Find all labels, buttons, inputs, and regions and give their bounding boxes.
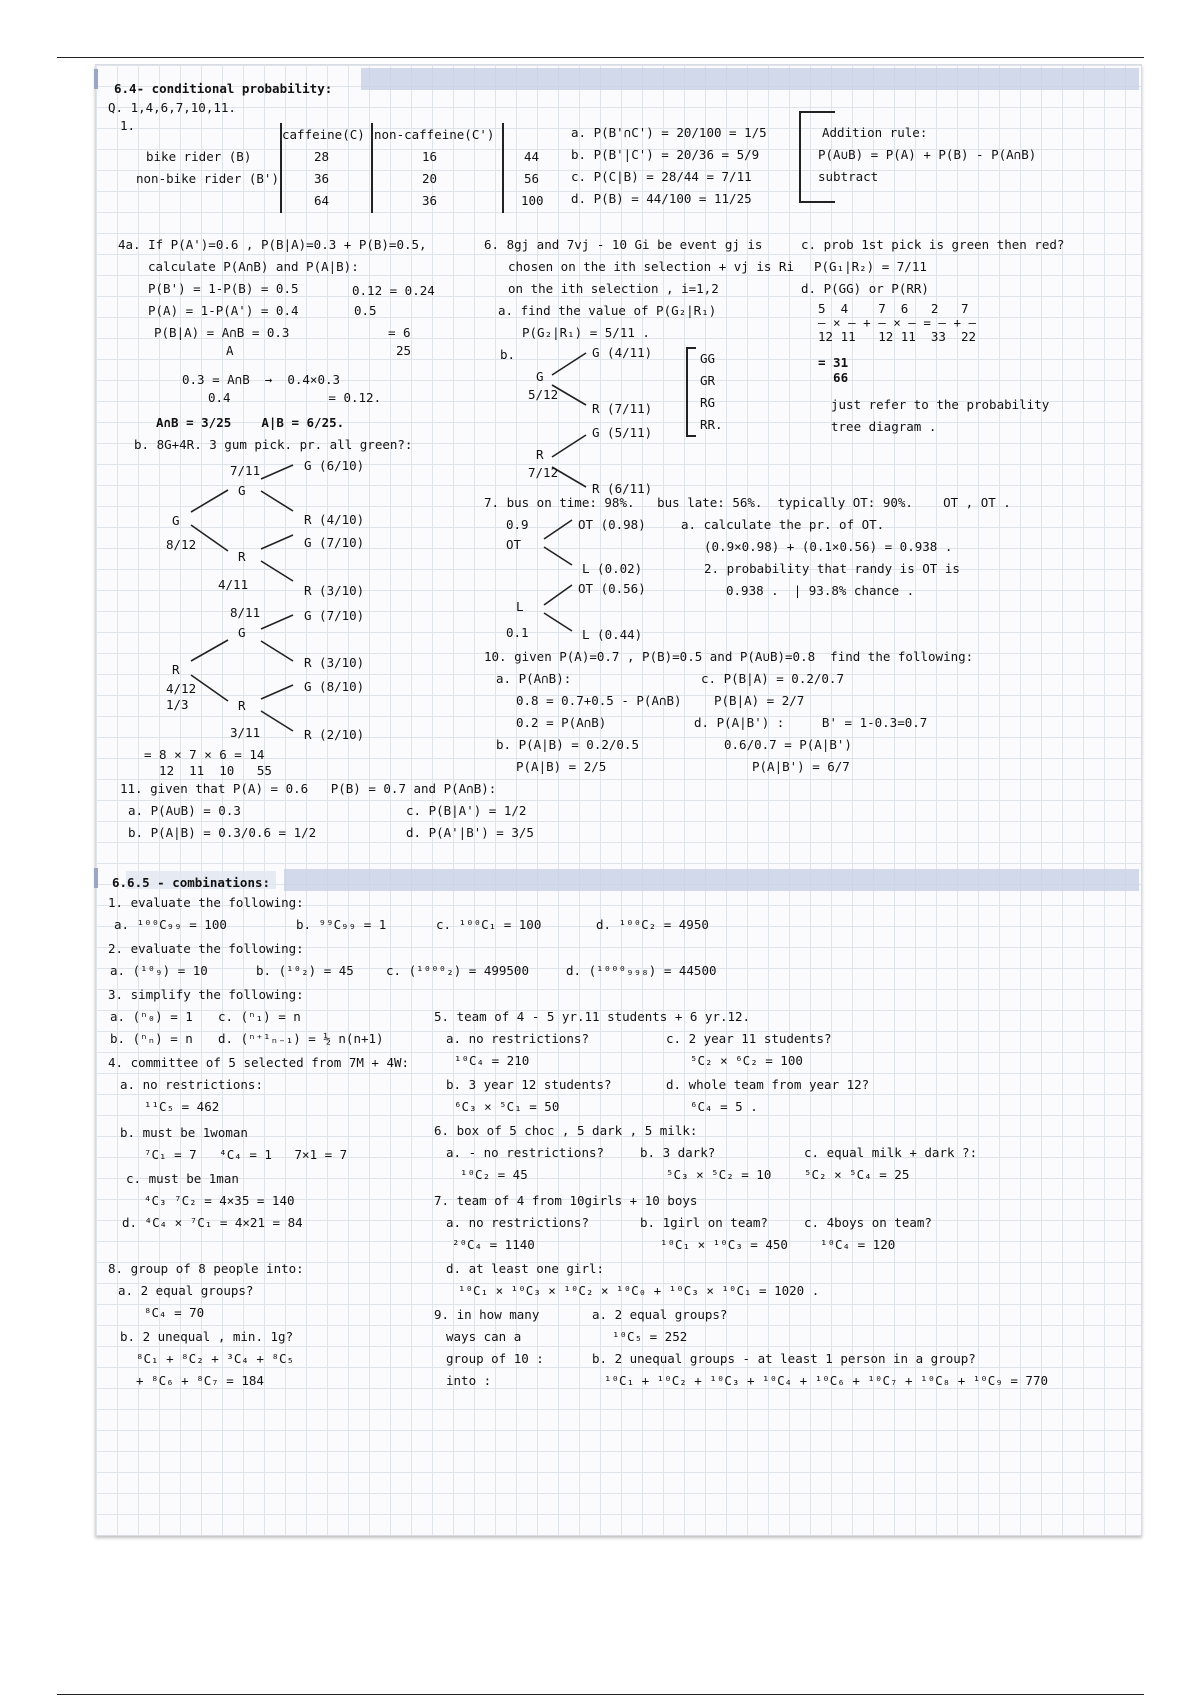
q6-d-calc: 5 4 7 6 2 7 xyxy=(818,301,969,316)
q1-answer: b. P(B'|C') = 20/36 = 5/9 xyxy=(571,147,760,162)
q8-line: 8. group of 8 people into: xyxy=(108,1261,304,1276)
q4b-prompt: b. 8G+4R. 3 gum pick. pr. all green?: xyxy=(134,437,413,452)
q4a-line: 0.12 = 0.24 xyxy=(352,283,435,298)
cell-value: 100 xyxy=(521,193,544,208)
q1-answer: c. P(C|B) = 28/44 = 7/11 xyxy=(571,169,752,184)
tree-node: G xyxy=(536,369,544,384)
q4a-line: A xyxy=(226,343,234,358)
q6-item: a. - no restrictions? xyxy=(446,1145,605,1160)
tree-prob: 7/11 xyxy=(230,463,261,478)
addition-rule: Addition rule: xyxy=(822,125,928,140)
q9-right: ¹⁰C₅ = 252 xyxy=(612,1329,688,1344)
section-tab xyxy=(94,868,98,888)
q3-item: d. (ⁿ⁺¹ₙ₋₁) = ½ n(n+1) xyxy=(218,1031,384,1046)
cell-value: 56 xyxy=(524,171,540,186)
tree-branch xyxy=(544,613,572,631)
notebook-page xyxy=(95,64,1142,1536)
q4b-result: 12 11 10 55 xyxy=(144,763,272,778)
tree-prob: 7/12 xyxy=(528,465,559,480)
q9-right: a. 2 equal groups? xyxy=(592,1307,728,1322)
tree-prob: 4/12 xyxy=(166,681,197,696)
q7-item: c. 4boys on team? xyxy=(804,1215,932,1230)
outcome: RG xyxy=(700,395,716,410)
q8-line: + ⁸C₆ + ⁸C₇ = 184 xyxy=(136,1373,264,1388)
tree-node: R xyxy=(238,698,246,713)
q1-answer: d. P(B) = 44/100 = 11/25 xyxy=(571,191,752,206)
tree-branch xyxy=(544,585,572,605)
tree-prob: 8/12 xyxy=(166,537,197,552)
question-list: Q. 1,4,6,7,10,11. xyxy=(108,100,236,115)
q7-d: d. at least one girl: xyxy=(446,1261,605,1276)
tree-prob: 4/11 xyxy=(218,577,249,592)
q1-item: c. ¹⁰⁰C₁ = 100 xyxy=(436,917,542,932)
row-label: bike rider (B) xyxy=(146,149,252,164)
tree-branch xyxy=(261,685,293,699)
q11-prompt: 11. given that P(A) = 0.6 P(B) = 0.7 and P(A∩B): xyxy=(120,781,497,796)
addition-rule: P(A∪B) = P(A) + P(B) - P(A∩B) xyxy=(818,147,1037,162)
q10-line: P(A|B') = 6/7 xyxy=(752,759,850,774)
q7-tree xyxy=(96,65,796,665)
q6-a: P(G₂|R₁) = 5/11 . xyxy=(522,325,650,340)
addition-rule: subtract xyxy=(818,169,879,184)
q10-line: P(B|A) = 2/7 xyxy=(714,693,805,708)
q8-line: b. 2 unequal , min. 1g? xyxy=(120,1329,294,1344)
q6-prompt: on the ith selection , i=1,2 xyxy=(508,281,719,296)
tree-leaf: G (7/10) xyxy=(304,608,365,623)
q1-prompt: 1. evaluate the following: xyxy=(108,895,304,910)
q4-prompt: 4. committee of 5 selected from 7M + 4W: xyxy=(108,1055,410,1070)
q4a-line: 0.3 = A∩B → 0.4×0.3 xyxy=(182,372,341,387)
tree-prob: 8/11 xyxy=(230,605,261,620)
q6-prompt: chosen on the ith selection + vj is Ri xyxy=(508,259,794,274)
q6-item: c. equal milk + dark ?: xyxy=(804,1145,978,1160)
tree-leaf: G (5/11) xyxy=(592,425,653,440)
q6-note: tree diagram . xyxy=(831,419,937,434)
tree-node: R xyxy=(172,662,180,677)
q10-line: a. P(A∩B): xyxy=(496,671,572,686)
tree-node: L xyxy=(516,599,524,614)
outcome: GR xyxy=(700,373,716,388)
tree-branch xyxy=(544,520,572,539)
q1-item: a. ¹⁰⁰C₉₉ = 100 xyxy=(114,917,227,932)
cell-value: 28 xyxy=(314,149,330,164)
section-title: 6.4- conditional probability: xyxy=(114,81,333,96)
q5-item: ⁶C₃ × ⁵C₁ = 50 xyxy=(454,1099,560,1114)
top-rule xyxy=(57,57,1144,58)
tree-leaf: R (7/11) xyxy=(592,401,653,416)
q10-line: P(A|B) = 2/5 xyxy=(516,759,607,774)
q4a-line: 0.4 = 0.12. xyxy=(208,390,382,405)
q7-d: ¹⁰C₁ × ¹⁰C₃ × ¹⁰C₂ × ¹⁰C₀ + ¹⁰C₃ × ¹⁰C₁ = 1020 . xyxy=(458,1283,820,1298)
outcome: RR. xyxy=(700,417,723,432)
q10-line: d. P(A|B') : B' = 1-0.3=0.7 xyxy=(694,715,928,730)
q8-line: ⁸C₁ + ⁸C₂ + ³C₄ + ⁸C₅ xyxy=(136,1351,295,1366)
q10-line: b. P(A|B) = 0.2/0.5 xyxy=(496,737,639,752)
tree-branch xyxy=(191,675,228,701)
q6-c: P(G₁|R₂) = 7/11 xyxy=(814,259,927,274)
q6-d-result: 66 xyxy=(818,370,849,385)
q4a-line: P(A) = 1-P(A') = 0.4 xyxy=(148,303,299,318)
q11-line: d. P(A'|B') = 3/5 xyxy=(406,825,534,840)
tree-leaf: G (7/10) xyxy=(304,535,365,550)
q4-line: ⁴C₃ ⁷C₂ = 4×35 = 140 xyxy=(144,1193,295,1208)
cell-value: 44 xyxy=(524,149,540,164)
q4-line: ¹¹C₅ = 462 xyxy=(144,1099,220,1114)
q5-item: c. 2 year 11 students? xyxy=(666,1031,832,1046)
tree-prob: 5/12 xyxy=(528,387,559,402)
q6-prompt: 6. box of 5 choc , 5 dark , 5 milk: xyxy=(434,1123,698,1138)
q5-item: ⁶C₄ = 5 . xyxy=(690,1099,758,1114)
q8-line: ⁸C₄ = 70 xyxy=(144,1305,205,1320)
q8-line: a. 2 equal groups? xyxy=(118,1283,254,1298)
q11-line: b. P(A|B) = 0.3/0.6 = 1/2 xyxy=(128,825,317,840)
q2-prompt: 2. evaluate the following: xyxy=(108,941,304,956)
q4a-line: P(B|A) = A∩B = 0.3 xyxy=(154,325,290,340)
q10-line: c. P(B|A) = 0.2/0.7 xyxy=(701,671,844,686)
tree-prob: 3/11 xyxy=(230,725,261,740)
tree-prob: 1/3 xyxy=(166,697,189,712)
cell-value: 36 xyxy=(422,193,438,208)
tree-node: R xyxy=(536,447,544,462)
q4a-line: 25 xyxy=(396,343,412,358)
q5-prompt: 5. team of 4 - 5 yr.11 students + 6 yr.12. xyxy=(434,1009,751,1024)
tree-node: G xyxy=(172,513,180,528)
tree-leaf: R (4/10) xyxy=(304,512,365,527)
q7-item: ¹⁰C₁ × ¹⁰C₃ = 450 xyxy=(660,1237,788,1252)
q7-item: b. 1girl on team? xyxy=(640,1215,768,1230)
tree-leaf: L (0.44) xyxy=(582,627,643,642)
q11-line: c. P(B|A') = 1/2 xyxy=(406,803,527,818)
tree-leaf: R (6/11) xyxy=(592,481,653,496)
q5-item: a. no restrictions? xyxy=(446,1031,589,1046)
tree-leaf: L (0.02) xyxy=(582,561,643,576)
q6-d: d. P(GG) or P(RR) xyxy=(801,281,929,296)
q1-item: d. ¹⁰⁰C₂ = 4950 xyxy=(596,917,709,932)
q9-right: b. 2 unequal groups - at least 1 person in a group? xyxy=(592,1351,976,1366)
tree-leaf: G (6/10) xyxy=(304,458,365,473)
q7-answer: (0.9×0.98) + (0.1×0.56) = 0.938 . xyxy=(704,539,953,554)
q9-left: 9. in how many xyxy=(434,1307,540,1322)
tree-leaf: R (3/10) xyxy=(304,655,365,670)
q4a-line: calculate P(A∩B) and P(A|B): xyxy=(148,259,359,274)
q1-answer: a. P(B'∩C') = 20/100 = 1/5 xyxy=(571,125,767,140)
tree-node: OT xyxy=(506,537,522,552)
q6-item: ¹⁰C₂ = 45 xyxy=(460,1167,528,1182)
q9-left: group of 10 : xyxy=(446,1351,544,1366)
q10-line: 0.8 = 0.7+0.5 - P(A∩B) xyxy=(516,693,682,708)
q4-line: ⁷C₁ = 7 ⁴C₄ = 1 7×1 = 7 xyxy=(144,1147,348,1162)
q3-item: b. (ⁿₙ) = n xyxy=(110,1031,193,1046)
q6-b: b. xyxy=(500,347,516,362)
tree-leaf: G (4/11) xyxy=(592,345,653,360)
section-title: 6.6.5 - combinations: xyxy=(112,875,271,890)
q6-prompt: 6. 8gj and 7vj - 10 Gi be event gj is xyxy=(484,237,763,252)
rule-bracket xyxy=(799,111,835,113)
q4a-result: A∩B = 3/25 A|B = 6/25. xyxy=(156,415,345,430)
q4a-line: P(B') = 1-P(B) = 0.5 xyxy=(148,281,299,296)
tree-leaf: R (2/10) xyxy=(304,727,365,742)
q6-d-result: = 31 xyxy=(818,355,849,370)
q1-number: 1. xyxy=(120,118,136,133)
q4-line: a. no restrictions: xyxy=(120,1077,263,1092)
q4-line: b. must be 1woman xyxy=(120,1125,248,1140)
tree-leaf: G (8/10) xyxy=(304,679,365,694)
q7-answer: 2. probability that randy is OT is xyxy=(704,561,960,576)
q2-item: a. (¹⁰₉) = 10 xyxy=(110,963,208,978)
tree-prob: 0.1 xyxy=(506,625,529,640)
section-header-band xyxy=(284,869,1139,891)
cell-value: 20 xyxy=(422,171,438,186)
q5-item: ¹⁰C₄ = 210 xyxy=(454,1053,530,1068)
cell-value: 64 xyxy=(314,193,330,208)
q7-prompt: 7. bus on time: 98%. bus late: 56%. typically OT: 90%. OT , OT . xyxy=(484,495,1011,510)
q7-item: ²⁰C₄ = 1140 xyxy=(452,1237,535,1252)
row-label: non-bike rider (B') xyxy=(136,171,279,186)
q2-item: c. (¹⁰⁰⁰₂) = 499500 xyxy=(386,963,529,978)
q6-note: just refer to the probability xyxy=(831,397,1050,412)
q9-right: ¹⁰C₁ + ¹⁰C₂ + ¹⁰C₃ + ¹⁰C₄ + ¹⁰C₆ + ¹⁰C₇ + ¹⁰C₈ + ¹⁰C₉ = 770 xyxy=(604,1373,1049,1388)
q7-answer: 0.938 . | 93.8% chance . xyxy=(726,583,915,598)
q11-line: a. P(A∪B) = 0.3 xyxy=(128,803,241,818)
col-header: non-caffeine(C') xyxy=(374,127,495,142)
q6-item: ⁵C₃ × ⁵C₂ = 10 xyxy=(666,1167,772,1182)
q7-prompt: 7. team of 4 from 10girls + 10 boys xyxy=(434,1193,698,1208)
q5-item: ⁵C₂ × ⁶C₂ = 100 xyxy=(690,1053,803,1068)
q6-c: c. prob 1st pick is green then red? xyxy=(801,237,1065,252)
q10-line: 0.6/0.7 = P(A|B') xyxy=(724,737,852,752)
cell-value: 16 xyxy=(422,149,438,164)
q5-item: d. whole team from year 12? xyxy=(666,1077,870,1092)
bottom-rule xyxy=(57,1694,1144,1695)
q4-line: c. must be 1man xyxy=(126,1171,239,1186)
tree-leaf: R (3/10) xyxy=(304,583,365,598)
q2-item: b. (¹⁰₂) = 45 xyxy=(256,963,354,978)
q3-item: c. (ⁿ₁) = n xyxy=(218,1009,301,1024)
q4b-result: = 8 × 7 × 6 = 14 xyxy=(144,747,265,762)
q4a-line: 0.5 xyxy=(354,303,377,318)
tree-branch xyxy=(544,547,572,565)
tree-node: R xyxy=(238,549,246,564)
q2-item: d. (¹⁰⁰⁰₉₉₈) = 44500 xyxy=(566,963,717,978)
q3-item: a. (ⁿ₀) = 1 xyxy=(110,1009,193,1024)
q7-item: a. no restrictions? xyxy=(446,1215,589,1230)
q7-answer: a. calculate the pr. of OT. xyxy=(681,517,885,532)
outcome: GG xyxy=(700,351,716,366)
col-header: caffeine(C) xyxy=(282,127,365,142)
q7-item: ¹⁰C₄ = 120 xyxy=(820,1237,896,1252)
q6-item: b. 3 dark? xyxy=(640,1145,716,1160)
tree-node: G xyxy=(238,483,246,498)
q9-left: ways can a xyxy=(446,1329,522,1344)
q9-left: into : xyxy=(446,1373,492,1388)
q6-a: a. find the value of P(G₂|R₁) xyxy=(498,303,717,318)
q4-line: d. ⁴C₄ × ⁷C₁ = 4×21 = 84 xyxy=(122,1215,303,1230)
cell-value: 36 xyxy=(314,171,330,186)
tree-leaf: OT (0.56) xyxy=(578,581,646,596)
q10-prompt: 10. given P(A)=0.7 , P(B)=0.5 and P(A∪B)=0.8 find the following: xyxy=(484,649,974,664)
tree-prob: 0.9 xyxy=(506,517,529,532)
q3-prompt: 3. simplify the following: xyxy=(108,987,304,1002)
q6-d-calc: — × — + — × — = — + — xyxy=(818,315,977,330)
q1-item: b. ⁹⁹C₉₉ = 1 xyxy=(296,917,387,932)
q6-item: ⁵C₂ × ⁵C₄ = 25 xyxy=(804,1167,910,1182)
tree-branch xyxy=(261,711,293,731)
q10-line: 0.2 = P(A∩B) xyxy=(516,715,607,730)
q5-item: b. 3 year 12 students? xyxy=(446,1077,612,1092)
tree-leaf: OT (0.98) xyxy=(578,517,646,532)
tree-node: G xyxy=(238,625,246,640)
q6-d-calc: 12 11 12 11 33 22 xyxy=(818,329,977,344)
q4a-line: = 6 xyxy=(388,325,411,340)
rule-bracket xyxy=(799,111,801,203)
q4a-line: 4a. If P(A')=0.6 , P(B|A)=0.3 + P(B)=0.5, xyxy=(118,237,427,252)
rule-bracket xyxy=(799,201,835,203)
